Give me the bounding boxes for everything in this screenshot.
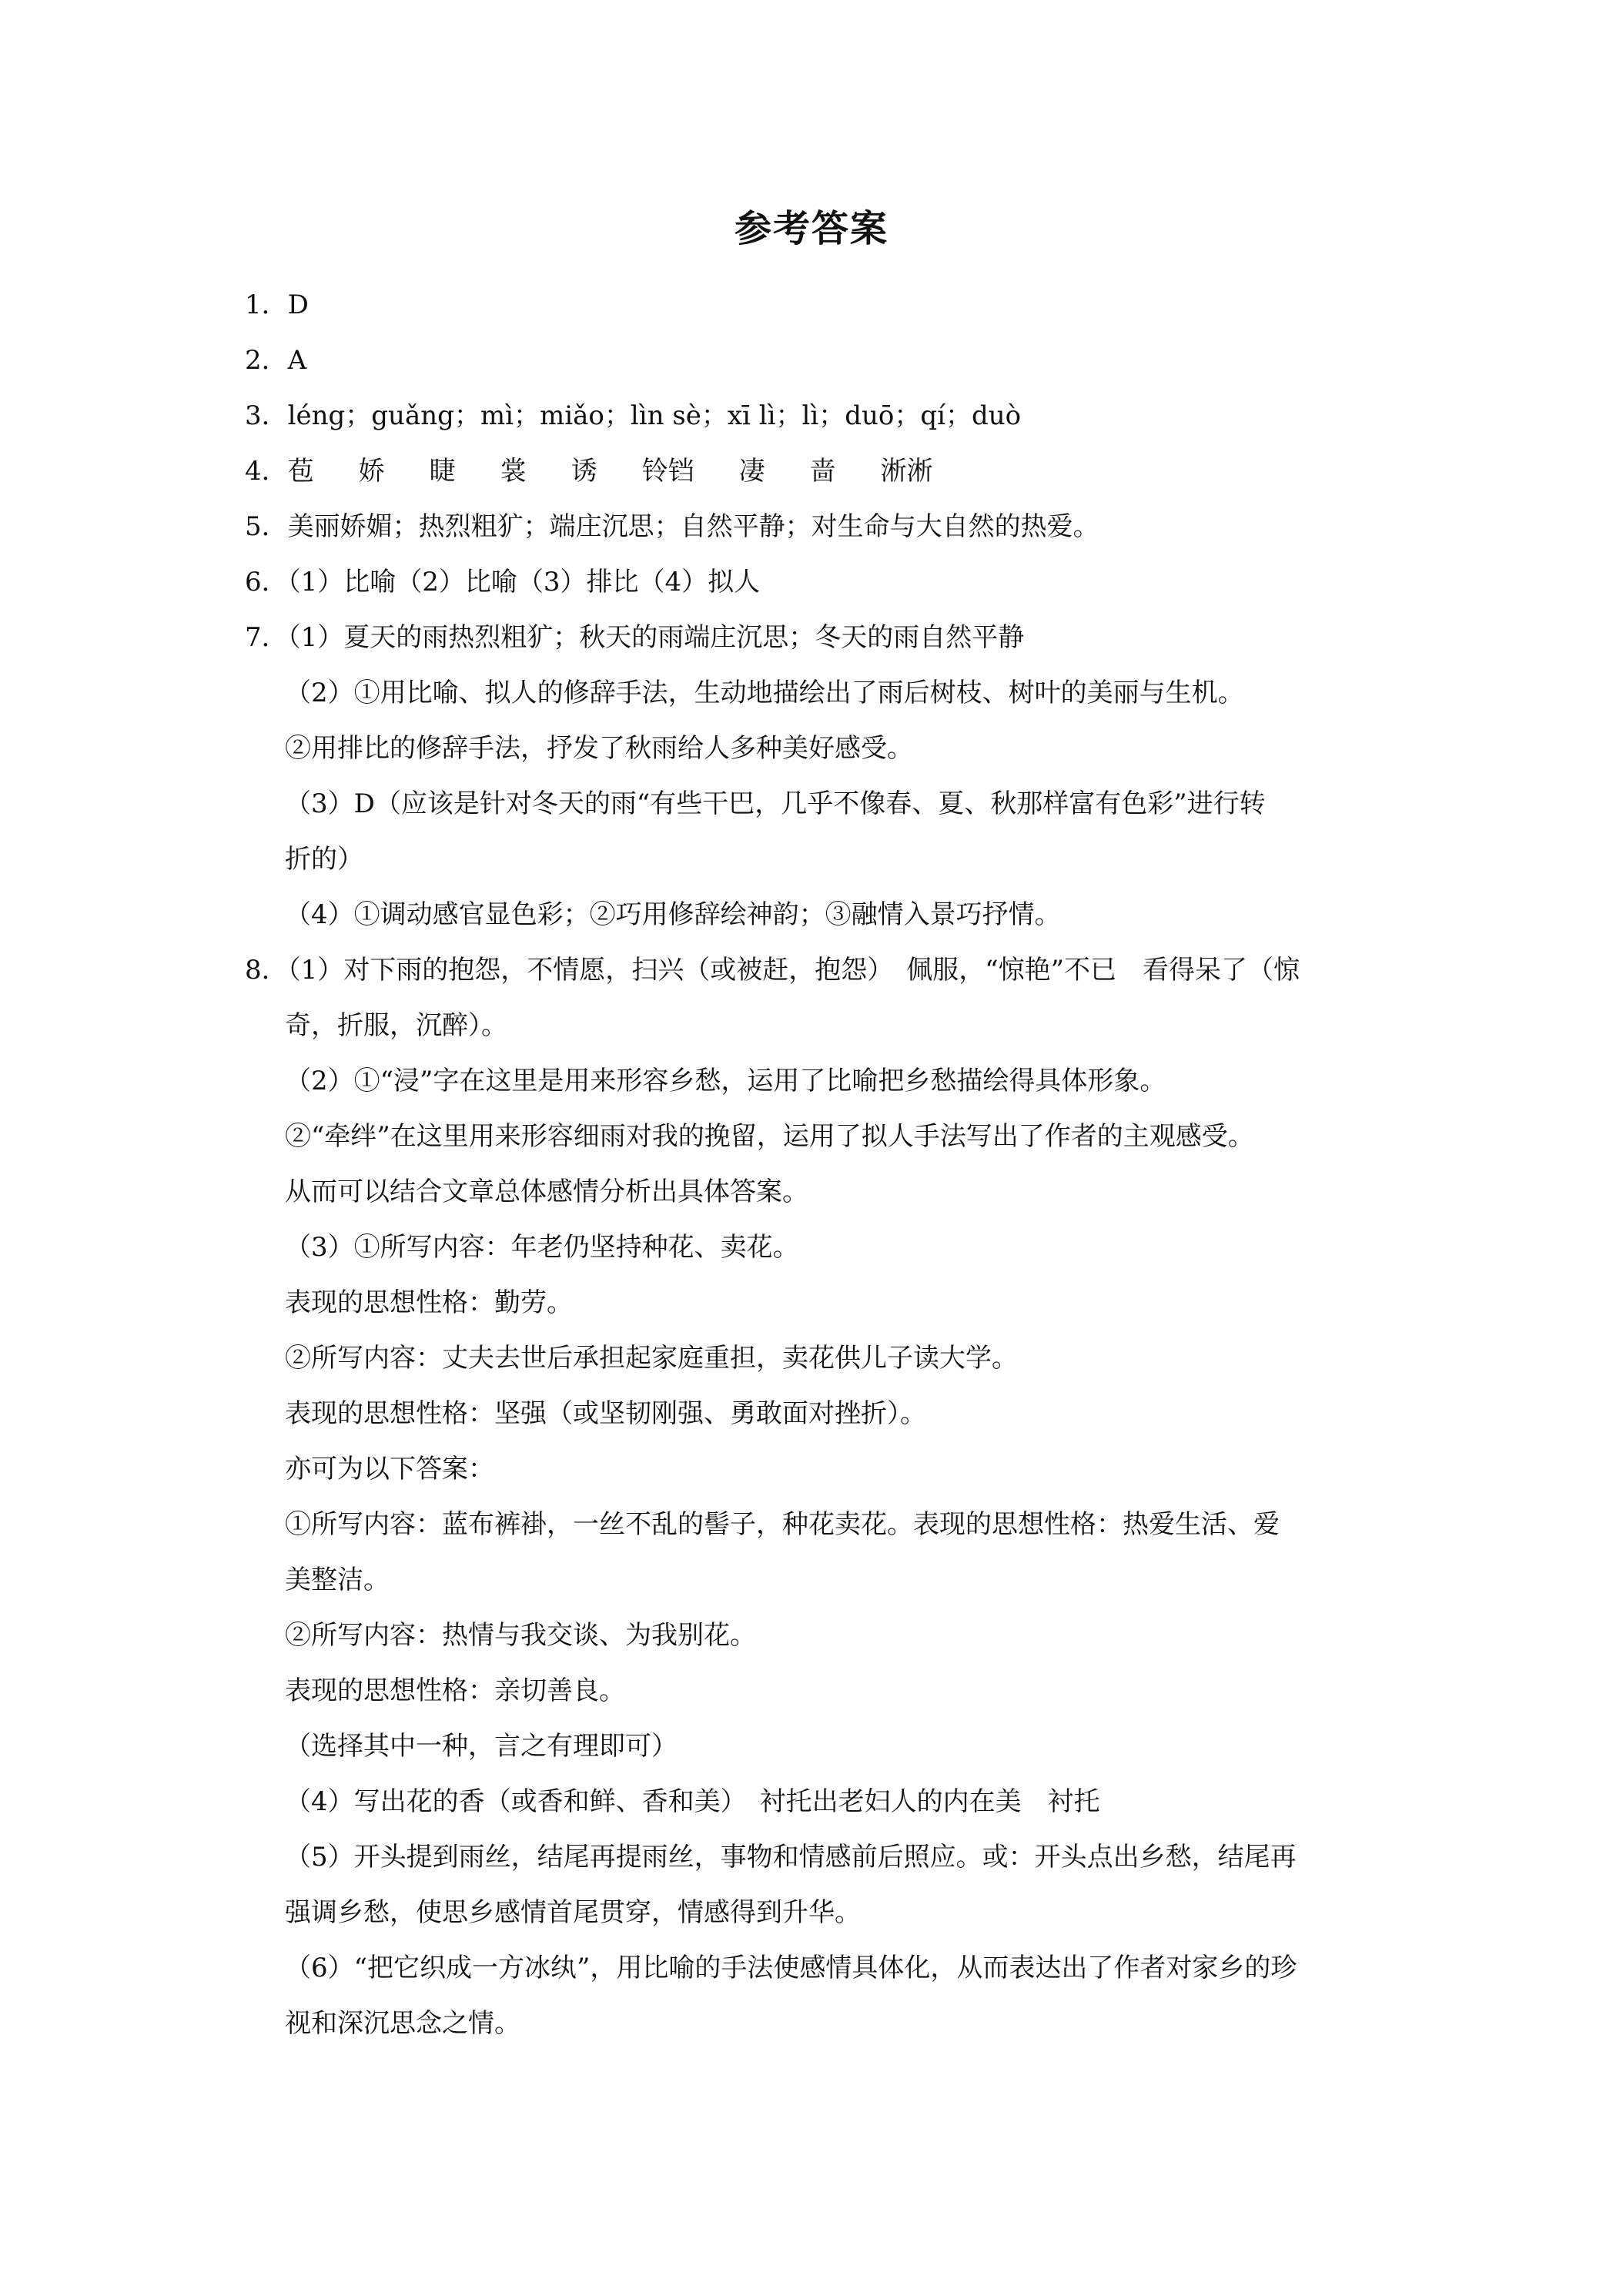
- answer-8-line: 表现的思想性格：坚强（或坚韧刚强、勇敢面对挫折）。: [285, 1398, 926, 1429]
- answer-4-number: 4．: [245, 456, 288, 487]
- char-item: 睫: [429, 456, 456, 487]
- answer-list: [245, 277, 1400, 2051]
- answer-8-line: 表现的思想性格：勤劳。: [285, 1287, 573, 1318]
- char-item: 凄: [738, 456, 765, 487]
- answer-8-line: 从而可以结合文章总体感情分析出具体答案。: [285, 1176, 808, 1207]
- char-item: 裳: [500, 456, 527, 487]
- answer-8-line: （2）①“浸”字在这里是用来形容乡愁，运用了比喻把乡愁描绘得具体形象。: [285, 1066, 1166, 1096]
- answer-8-line: ①所写内容：蓝布裤褂，一丝不乱的髻子，种花卖花。表现的思想性格：热爱生活、爱: [285, 1509, 1280, 1540]
- char-item: 苞: [287, 456, 314, 487]
- answer-8-line: ②“牵绊”在这里用来形容细雨对我的挽留，运用了拟人手法写出了作者的主观感受。: [285, 1121, 1254, 1152]
- answer-8-line: 8．（1）对下雨的抱怨，不情愿，扫兴（或被赶，抱怨） 佩服，“惊艳”不已 看得呆了（惊: [245, 955, 1300, 986]
- answer-8-line: 奇，折服，沉醉）。: [285, 1010, 507, 1041]
- answer-7-line: 7．（1）夏天的雨热烈粗犷；秋天的雨端庄沉思；冬天的雨自然平静: [245, 622, 1025, 653]
- answer-8-line: （4）写出花的香（或香和鲜、香和美） 衬托出老妇人的内在美 衬托: [285, 1786, 1100, 1817]
- char-item: 啬: [809, 456, 836, 487]
- answer-5: 5．美丽娇媚；热烈粗犷；端庄沉思；自然平静；对生命与大自然的热爱。: [245, 511, 1099, 542]
- answer-8-line: （选择其中一种，言之有理即可）: [285, 1731, 678, 1762]
- answer-2: 2．A: [245, 345, 307, 376]
- answer-1: 1．D: [245, 290, 309, 320]
- answer-8-line: （3）①所写内容：年老仍坚持种花、卖花。: [285, 1232, 799, 1263]
- answer-6: 6．（1）比喻（2）比喻（3）排比（4）拟人: [245, 567, 761, 597]
- answer-7-line: （3）D（应该是针对冬天的雨“有些干巴，几乎不像春、夏、秋那样富有色彩”进行转: [285, 788, 1266, 819]
- answer-3-pinyin: 3．léng；guǎng；mì；miǎo；lìn sè；xī lì；lì；duō；qí；duò: [245, 400, 1022, 431]
- answer-4-characters: [245, 443, 1400, 499]
- char-item: 铃铛: [641, 456, 694, 487]
- answer-8-line: 表现的思想性格：亲切善良。: [285, 1675, 625, 1706]
- answer-8-line: 美整洁。: [285, 1565, 390, 1595]
- answer-7-line: ②用排比的修辞手法，抒发了秋雨给人多种美好感受。: [285, 733, 913, 764]
- answer-7-line: 折的）: [285, 844, 363, 875]
- answer-8-line: ②所写内容：丈夫去世后承担起家庭重担，卖花供儿子读大学。: [285, 1343, 1018, 1374]
- answer-7-line: （2）①用比喻、拟人的修辞手法，生动地描绘出了雨后树枝、树叶的美丽与生机。: [285, 678, 1244, 708]
- answer-8-line: 强调乡愁，使思乡感情首尾贯穿，情感得到升华。: [285, 1897, 861, 1928]
- char-item: 淅淅: [880, 456, 933, 487]
- page-title: 参考答案: [734, 207, 888, 250]
- char-item: 娇: [358, 456, 385, 487]
- answer-8-line: 视和深沉思念之情。: [285, 2008, 520, 2039]
- answer-8-line: （5）开头提到雨丝，结尾再提雨丝，事物和情感前后照应。或：开头点出乡愁，结尾再: [285, 1842, 1297, 1873]
- char-item: 诱: [571, 456, 597, 487]
- answer-8-line: （6）“把它织成一方冰纨”，用比喻的手法使感情具体化，从而表达出了作者对家乡的珍: [285, 1953, 1297, 1983]
- answer-8-line: 亦可为以下答案：: [285, 1454, 494, 1484]
- answer-8-line: ②所写内容：热情与我交谈、为我别花。: [285, 1620, 756, 1651]
- answer-7-line: （4）①调动感官显色彩；②巧用修辞绘神韵；③融情入景巧抒情。: [285, 899, 1061, 930]
